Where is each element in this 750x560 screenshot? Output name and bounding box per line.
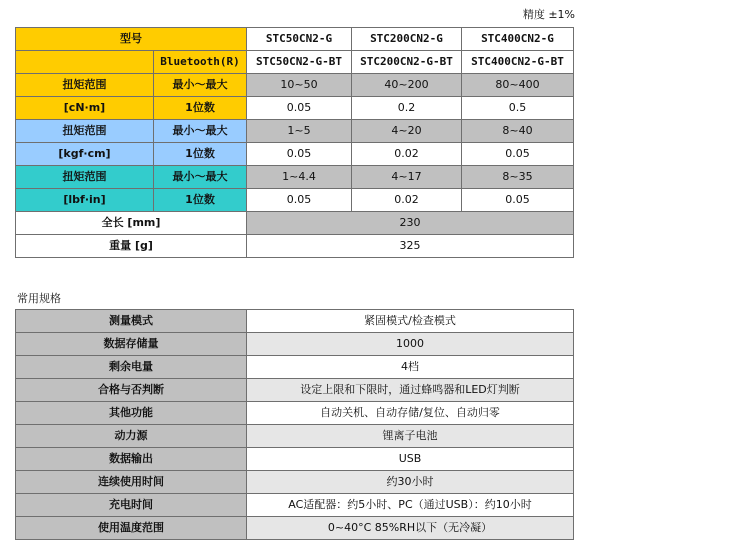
spec-label: 测量模式 [16,310,247,333]
value-cell: 8~40 [462,120,574,143]
spec-table [15,27,574,258]
bt-model-row [16,51,574,74]
spec-value: 1000 [247,333,574,356]
weight-value: 325 [247,235,574,258]
row-label: 1位数 [154,189,247,212]
spec-value: 约30小时 [247,471,574,494]
spec-value: 紧固模式/检查模式 [247,310,574,333]
table-row [16,333,574,356]
row-label: 最小～最大 [154,120,247,143]
table-row [16,97,574,120]
table-row [16,310,574,333]
table-row [16,448,574,471]
spec-label: 动力源 [16,425,247,448]
table-row [16,379,574,402]
group-label: 扭矩范围 [16,166,154,189]
spec-label: 使用温度范围 [16,517,247,540]
spec-label: 合格与否判断 [16,379,247,402]
value-cell: 40~200 [352,74,462,97]
value-cell: 0.5 [462,97,574,120]
value-cell: 4~20 [352,120,462,143]
value-cell: 10~50 [247,74,352,97]
table-row [16,517,574,540]
table-row [16,494,574,517]
table-row [16,189,574,212]
group-label: 扭矩范围 [16,74,154,97]
spec-label: 数据存储量 [16,333,247,356]
table-row [16,402,574,425]
value-cell: 0.05 [247,143,352,166]
model-name: STC50CN2-G [247,28,352,51]
length-row [16,212,574,235]
row-label: 1位数 [154,97,247,120]
model-row [16,28,574,51]
value-cell: 1~5 [247,120,352,143]
row-label: 最小～最大 [154,166,247,189]
model-name: STC400CN2-G [462,28,574,51]
group-unit: [lbf·in] [16,189,154,212]
spec-label: 其他功能 [16,402,247,425]
common-spec-table [15,309,574,540]
table-row [16,356,574,379]
spec-value: 锂离子电池 [247,425,574,448]
spec-value: 4档 [247,356,574,379]
value-cell: 8~35 [462,166,574,189]
spec-value: USB [247,448,574,471]
bluetooth-label: Bluetooth(R) [154,51,247,74]
spec-value: AC适配器：约5小时、PC（通过USB）：约10小时 [247,494,574,517]
table-row [16,471,574,494]
length-label: 全长 [mm] [16,212,247,235]
value-cell: 0.02 [352,189,462,212]
common-spec-title: 常用规格 [17,292,61,305]
table-row [16,74,574,97]
value-cell: 0.05 [247,189,352,212]
table-row [16,425,574,448]
table-row [16,143,574,166]
weight-row [16,235,574,258]
spec-label: 充电时间 [16,494,247,517]
spec-label: 连续使用时间 [16,471,247,494]
value-cell: 0.05 [247,97,352,120]
model-label: 型号 [16,28,247,51]
bt-model-name: STC50CN2-G-BT [247,51,352,74]
spec-label: 剩余电量 [16,356,247,379]
length-value: 230 [247,212,574,235]
spec-value: 自动关机、自动存储/复位、自动归零 [247,402,574,425]
group-unit: [cN·m] [16,97,154,120]
model-name: STC200CN2-G [352,28,462,51]
value-cell: 0.02 [352,143,462,166]
spec-value: 设定上限和下限时，通过蜂鸣器和LED灯判断 [247,379,574,402]
value-cell: 0.2 [352,97,462,120]
group-unit: [kgf·cm] [16,143,154,166]
value-cell: 1~4.4 [247,166,352,189]
weight-label: 重量 [g] [16,235,247,258]
bt-model-name: STC400CN2-G-BT [462,51,574,74]
spec-value: 0~40°C 85%RH以下（无冷凝） [247,517,574,540]
value-cell: 80~400 [462,74,574,97]
value-cell: 0.05 [462,143,574,166]
bt-model-name: STC200CN2-G-BT [352,51,462,74]
table-row [16,120,574,143]
spec-label: 数据输出 [16,448,247,471]
table-row [16,166,574,189]
value-cell: 4~17 [352,166,462,189]
row-label: 最小～最大 [154,74,247,97]
empty-cell [16,51,154,74]
row-label: 1位数 [154,143,247,166]
group-label: 扭矩范围 [16,120,154,143]
value-cell: 0.05 [462,189,574,212]
accuracy-note: 精度 ±1% [522,8,575,21]
